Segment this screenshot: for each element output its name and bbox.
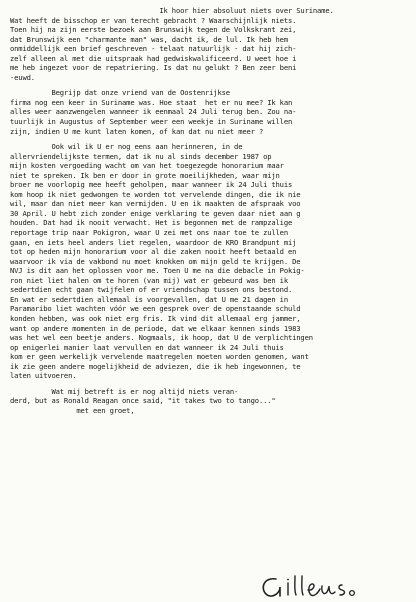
- text-line: alles weer aanzwengelen wanneer ik eenmaal 24 Juli terug ben. Zou na-: [10, 107, 297, 117]
- text-line: Toen hij na zijn eerste bezoek aan Brunswijk tegen de Volkskrant zei,: [10, 25, 297, 35]
- text-line: mijn kosten vergoeding wacht om van het toegezegde honorarium maar: [10, 161, 284, 171]
- paragraph-1: [10, 6, 408, 82]
- text-line: laten uitvoeren.: [10, 371, 77, 381]
- paragraph-3: [10, 142, 408, 381]
- text-line: tuurlijk in Augustus of September weer een weekje in Suriname willen: [10, 117, 293, 127]
- text-line: kom hoop ik niet gedwongen te worden tot vervelende dingen, die ik nie: [10, 189, 301, 199]
- text-line: niet te spreken. Ik ben er door in grote moeilijkheden, waar mijn: [10, 170, 280, 180]
- text-line: Wat mij betreft is er nog altijd niets veran-: [10, 386, 239, 396]
- text-line: broer me voorlopig mee heeft geholpen, maar wanneer ik 24 Juli thuis: [10, 180, 293, 190]
- handwritten-signature: [258, 574, 368, 600]
- text-line: tot op heden mijn honorarium voor al die zaken nooit heeft betaald en: [10, 247, 297, 257]
- text-line: Paramaribo liet wachten vóór we een gesprek over de openstaande schuld: [10, 304, 301, 314]
- text-line: gaan, en iets heel anders liet regelen, waardoor de KRO Brandpunt mij: [10, 237, 297, 247]
- text-line: onmiddellijk een brief geschreven - telaat natuurlijk - dat hij zich-: [10, 44, 297, 54]
- text-line: Ook wil ik U er nog eens aan herinneren, in de: [10, 142, 243, 152]
- text-line: firma nog een keer in Suriname was. Hoe staat het er nu mee? Ik kan: [10, 97, 293, 107]
- text-line: me heb ingezet voor de repatriering. Is dat nu gelukt ? Ben zeer beni: [10, 63, 297, 73]
- text-line: kom er geen werkelijk vervelende maatregelen moeten worden genomen, want: [10, 352, 309, 362]
- text-line: Ik hoor hier absoluut niets over Suriname.: [10, 6, 334, 15]
- text-line: want op andere momenten in de periode, dat we elkaar kennen sinds 1983: [10, 323, 301, 333]
- text-line: was het wel een beetje anders. Nogmaals, ik hoop, dat U de verplichtingen: [10, 333, 313, 343]
- text-line: Wat heeft de bisschop er van terecht gebracht ? Waarschijnlijk niets.: [10, 15, 297, 25]
- text-line: reportage trip naar Pokigron, waar U zei met ons naar toe te zullen: [10, 228, 288, 238]
- text-line: -euwd.: [10, 72, 35, 82]
- text-line: allervriendelijkste termen, dat ik nu al sinds december 1987 op: [10, 151, 272, 161]
- text-line: houden. Dat had ik nooit verwacht. Het is begonnen met de rampzalige: [10, 218, 293, 228]
- closing-line: met een groet,: [10, 405, 135, 415]
- text-line: waarvoor ik via de vakbond nu moet knokken om mijn geld te krijgen. De: [10, 256, 301, 266]
- text-line: op enigerlei manier laat vervullen en dat wanneer ik 24 Juli thuis: [10, 342, 284, 352]
- text-line: Begrijp dat onze vriend van de Oostenrijkse: [10, 88, 230, 98]
- text-line: ron niet liet halen om te horen (van mij) wat er gebeurd was ben ik: [10, 275, 288, 285]
- text-line: derd, but as Ronald Reagan once said, "it takes two to tango...": [10, 396, 276, 406]
- text-line: dat Brunswijk een "charmante man" was, dacht ik, de lul. Ik heb hem: [10, 34, 288, 44]
- signature-icon: [258, 574, 368, 600]
- text-line: zelf alleen al met die uitspraak had gedwiskwalificeerd. U weet hoe i: [10, 53, 297, 63]
- text-line: 30 April. U hebt zich zonder enige verklaring te geven daar niet aan g: [10, 208, 301, 218]
- text-line: wil, maar dan niet meer kan vermijden. U en ik maakten de afspraak voo: [10, 199, 301, 209]
- paragraph-4: [10, 387, 408, 416]
- text-line: En wat er sedertdien allemaal is voorgevallen, dat U me 21 dagen in: [10, 294, 288, 304]
- text-line: konden hebben, was ook niet erg fris. Ik vind dit allemaal erg jammer,: [10, 313, 301, 323]
- text-line: NVJ is dit aan het oplossen voor me. Toen U me na die debacle in Pokig-: [10, 266, 305, 276]
- paragraph-2: [10, 88, 408, 136]
- text-line: ik zie geen andere mogelijkheid de adviezen, die ik heb ingewonnen, te: [10, 361, 301, 371]
- text-line: sedertdien echt gaan twijfelen of er vriendschap tussen ons bestond.: [10, 285, 293, 295]
- text-line: zijn, indien U me kunt laten komen, of kan dat nu niet meer ?: [10, 126, 264, 136]
